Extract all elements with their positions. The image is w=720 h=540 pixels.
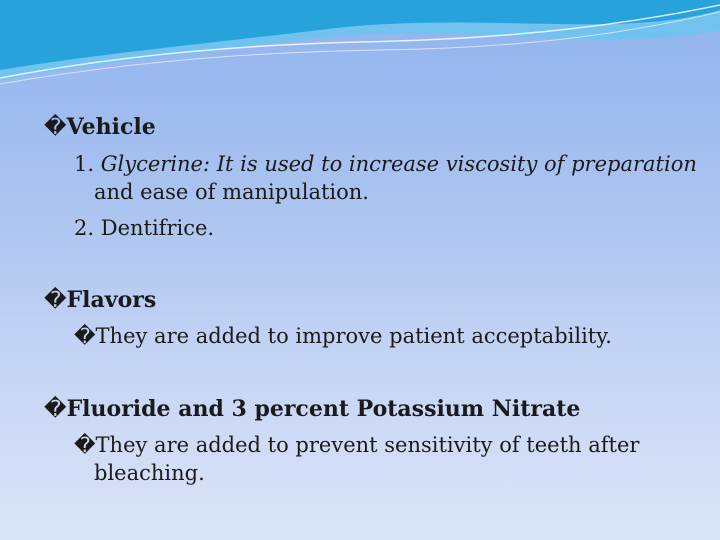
item-text: They are added to improve patient acceptability. — [95, 324, 612, 348]
list-item-continuation — [94, 180, 369, 204]
section-heading-fluoride — [44, 396, 580, 422]
bullet-icon: � — [74, 433, 96, 457]
item-number: 1. — [74, 152, 95, 176]
list-item-continuation — [94, 461, 205, 485]
item-text: Glycerine: It is used to increase viscosity of preparation — [100, 152, 697, 176]
item-number: 2. — [74, 216, 95, 240]
list-item — [74, 324, 612, 348]
list-item — [74, 216, 214, 240]
bullet-icon: � — [44, 397, 67, 422]
list-item — [74, 152, 697, 176]
heading-text: Vehicle — [66, 114, 156, 140]
item-text: bleaching. — [94, 461, 205, 485]
section-heading-flavors — [44, 287, 156, 313]
bullet-icon: � — [44, 288, 67, 313]
bullet-icon: � — [44, 115, 67, 140]
section-heading-vehicle — [44, 114, 156, 140]
list-item — [74, 433, 639, 457]
heading-text: Fluoride and 3 percent Potassium Nitrate — [66, 396, 581, 422]
item-text: and ease of manipulation. — [94, 180, 369, 204]
item-text: Dentifrice. — [100, 216, 215, 240]
item-text: They are added to prevent sensitivity of teeth after — [95, 433, 640, 457]
heading-text: Flavors — [66, 287, 157, 313]
bullet-icon: � — [74, 324, 96, 348]
